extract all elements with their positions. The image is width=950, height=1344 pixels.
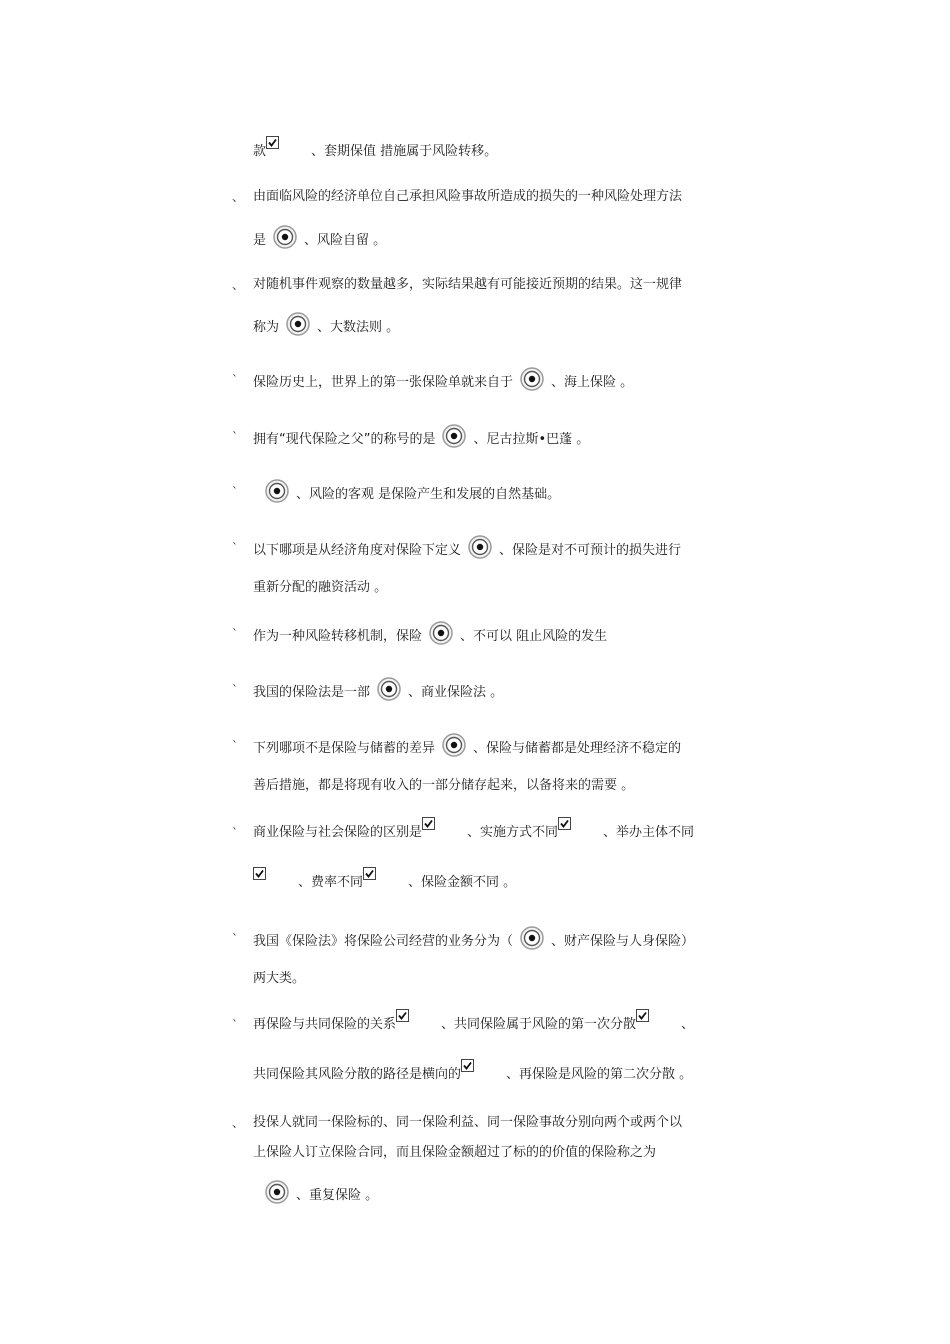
question-text-line xyxy=(253,275,750,296)
text-segment: 是 xyxy=(253,233,267,248)
text-segment: 对随机事件观察的数量越多，实际结果越有可能接近预期的结果。这一规律 xyxy=(253,277,683,292)
text-segment: 商业保险与社会保险的区别是 xyxy=(253,825,423,840)
question-text-line xyxy=(253,969,750,990)
question-marker: ` xyxy=(232,1018,238,1032)
text-segment: 、财产保险与人身保险） xyxy=(551,934,695,949)
question-text-line xyxy=(253,1143,750,1164)
text-segment: 、海上保险 。 xyxy=(551,375,634,390)
checked-checkbox-icon[interactable] xyxy=(253,867,266,880)
question-text-line xyxy=(253,929,750,955)
question-text-line xyxy=(253,370,750,396)
question-text-line xyxy=(253,776,750,797)
question-text-line xyxy=(253,1015,750,1036)
question-marker: 、 xyxy=(232,1116,245,1130)
text-segment: 重新分配的融资活动 。 xyxy=(253,580,388,595)
selected-radio-icon[interactable] xyxy=(264,1179,290,1205)
selected-radio-icon[interactable] xyxy=(441,732,467,758)
checked-checkbox-icon[interactable] xyxy=(363,867,376,880)
text-segment: 、举办主体不同 xyxy=(603,825,695,840)
text-segment: 两大类。 xyxy=(253,971,306,986)
question-marker: ` xyxy=(232,826,238,840)
question-text-line xyxy=(253,823,750,844)
text-segment: 、商业保险法 。 xyxy=(408,685,504,700)
question-marker: 、 xyxy=(232,278,245,292)
text-segment: 、套期保值 措施属于风险转移。 xyxy=(311,144,498,159)
text-segment: 作为一种风险转移机制，保险 xyxy=(253,629,423,644)
question-text-line xyxy=(253,228,750,254)
question-marker: ` xyxy=(232,485,238,499)
text-segment: 、风险自留 。 xyxy=(304,233,387,248)
text-segment: 拥有“现代保险之父”的称号的是 xyxy=(253,432,436,447)
question-text-line xyxy=(258,1183,750,1209)
question-text-line xyxy=(253,187,750,208)
question-text-line xyxy=(253,1113,750,1134)
selected-radio-icon[interactable] xyxy=(467,534,493,560)
text-segment: 投保人就同一保险标的、同一保险利益、同一保险事故分别向两个或两个以 xyxy=(253,1115,683,1130)
text-segment: 、保险是对不可预计的损失进行 xyxy=(499,543,682,558)
selected-radio-icon[interactable] xyxy=(272,224,298,250)
question-marker: ` xyxy=(232,739,238,753)
text-segment: 上保险人订立保险合同，而且保险金额超过了标的的价值的保险称之为 xyxy=(253,1145,657,1160)
text-segment: 、风险的客观 是保险产生和发展的自然基础。 xyxy=(296,487,561,502)
question-text-line xyxy=(253,624,750,650)
checked-checkbox-icon[interactable] xyxy=(636,1009,649,1022)
question-text-line xyxy=(253,736,750,762)
selected-radio-icon[interactable] xyxy=(519,925,545,951)
text-segment: 、费率不同 xyxy=(298,875,364,890)
question-marker: ` xyxy=(232,683,238,697)
text-segment: 共同保险其风险分散的路径是横向的 xyxy=(253,1067,462,1082)
text-segment: 再保险与共同保险的关系 xyxy=(253,1017,397,1032)
text-segment: 我国《保险法》将保险公司经营的业务分为（ xyxy=(253,934,514,949)
text-segment: 我国的保险法是一部 xyxy=(253,685,371,700)
checked-checkbox-icon[interactable] xyxy=(266,136,279,149)
question-text-line xyxy=(253,427,750,453)
question-text-line xyxy=(253,873,750,894)
question-marker: ` xyxy=(232,932,238,946)
question-text-line xyxy=(253,538,750,564)
checked-checkbox-icon[interactable] xyxy=(558,817,571,830)
text-segment: 、大数法则 。 xyxy=(317,320,400,335)
text-segment: 保险历史上，世界上的第一张保险单就来自于 xyxy=(253,375,514,390)
question-marker: ` xyxy=(232,627,238,641)
text-segment: 、实施方式不同 xyxy=(467,825,559,840)
checked-checkbox-icon[interactable] xyxy=(461,1059,474,1072)
text-segment: 称为 xyxy=(253,320,280,335)
question-text-line xyxy=(253,578,750,599)
selected-radio-icon[interactable] xyxy=(428,620,454,646)
question-marker: 、 xyxy=(232,190,245,204)
question-text-line xyxy=(258,482,750,508)
selected-radio-icon[interactable] xyxy=(376,676,402,702)
text-segment: 以下哪项是从经济角度对保险下定义 xyxy=(253,543,462,558)
selected-radio-icon[interactable] xyxy=(264,478,290,504)
text-segment: 、保险与储蓄都是处理经济不稳定的 xyxy=(473,741,682,756)
question-marker: ` xyxy=(232,541,238,555)
text-segment: 、不可以 阻止风险的发生 xyxy=(460,629,608,644)
question-text-line xyxy=(253,1065,750,1086)
checked-checkbox-icon[interactable] xyxy=(422,817,435,830)
text-segment: 、 xyxy=(681,1017,695,1032)
text-segment: 下列哪项不是保险与储蓄的差异 xyxy=(253,741,436,756)
text-segment: 、重复保险 。 xyxy=(296,1188,379,1203)
selected-radio-icon[interactable] xyxy=(441,423,467,449)
text-segment: 、共同保险属于风险的第一次分散 xyxy=(441,1017,637,1032)
question-text-line xyxy=(253,315,750,341)
text-segment: 、尼古拉斯•巴蓬 。 xyxy=(473,432,590,447)
question-marker: ` xyxy=(232,430,238,444)
text-segment: 善后措施，都是将现有收入的一部分储存起来，以备将来的需要 。 xyxy=(253,778,635,793)
text-segment: 、再保险是风险的第二次分散 。 xyxy=(506,1067,693,1082)
text-segment: 由面临风险的经济单位自己承担风险事故所造成的损失的一种风险处理方法 xyxy=(253,189,683,204)
text-segment: 、保险金额不同 。 xyxy=(408,875,517,890)
selected-radio-icon[interactable] xyxy=(519,366,545,392)
selected-radio-icon[interactable] xyxy=(285,311,311,337)
text-segment: 款 xyxy=(253,144,267,159)
question-marker: ` xyxy=(232,373,238,387)
question-text-line xyxy=(253,680,750,706)
question-text-line xyxy=(253,142,750,163)
checked-checkbox-icon[interactable] xyxy=(396,1009,409,1022)
